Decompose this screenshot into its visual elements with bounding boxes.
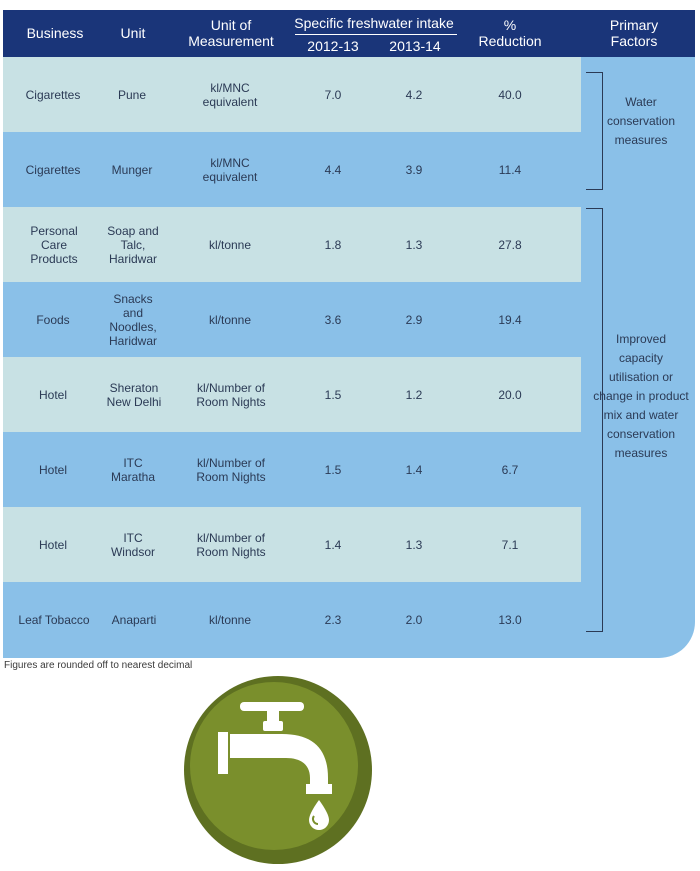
cell-reduction: 20.0 xyxy=(498,387,522,402)
header-measure-1: Unit of xyxy=(210,17,252,33)
cell-unit: Munger xyxy=(111,162,153,177)
cell-reduction: 11.4 xyxy=(498,162,522,177)
cell-business: Personal Care Products xyxy=(30,223,78,266)
cell-measure: kl/tonne xyxy=(208,312,252,327)
cell-business: Cigarettes xyxy=(25,162,81,177)
water-tap-logo xyxy=(182,674,374,866)
cell-2013-14: 1.2 xyxy=(405,387,423,402)
header-intake-rule xyxy=(295,34,457,35)
cell-2012-13: 1.4 xyxy=(324,537,342,552)
cell-business: Hotel xyxy=(38,537,67,552)
factor-water-conservation: Water conservation measures xyxy=(606,95,676,147)
cell-2012-13: 3.6 xyxy=(324,312,342,327)
table-row xyxy=(3,57,581,132)
header-factors-2: Factors xyxy=(610,33,658,49)
header-measure-2: Measurement xyxy=(188,33,274,49)
cell-2012-13: 1.5 xyxy=(324,462,342,477)
cell-2012-13: 7.0 xyxy=(324,87,342,102)
water-intake-table xyxy=(3,10,695,658)
cell-2013-14: 1.3 xyxy=(405,537,423,552)
header-reduction-2: Reduction xyxy=(478,33,542,49)
cell-reduction: 6.7 xyxy=(501,462,519,477)
cell-2012-13: 4.4 xyxy=(324,162,342,177)
cell-reduction: 13.0 xyxy=(498,612,522,627)
cell-unit: ITC Windsor xyxy=(110,530,155,559)
header-year-2: 2013-14 xyxy=(389,38,441,54)
header-intake: Specific freshwater intake xyxy=(294,15,454,31)
cell-unit: ITC Maratha xyxy=(110,455,156,484)
cell-business: Cigarettes xyxy=(25,87,81,102)
cell-2013-14: 4.2 xyxy=(405,87,423,102)
header-year-1: 2012-13 xyxy=(307,38,359,54)
cell-business: Foods xyxy=(36,312,70,327)
cell-2012-13: 2.3 xyxy=(324,612,342,627)
cell-2013-14: 1.4 xyxy=(405,462,423,477)
header-factors-1: Primary xyxy=(609,17,659,33)
cell-2012-13: 1.8 xyxy=(324,237,342,252)
cell-unit: Sheraton New Delhi xyxy=(106,380,162,409)
cell-reduction: 40.0 xyxy=(498,87,522,102)
cell-unit: Anaparti xyxy=(111,612,157,627)
cell-measure: kl/tonne xyxy=(208,237,252,252)
table-header xyxy=(3,10,695,57)
cell-2013-14: 1.3 xyxy=(405,237,423,252)
cell-measure: kl/MNC equivalent xyxy=(202,80,258,109)
water-tap-icon xyxy=(182,674,374,866)
table-row xyxy=(3,582,581,657)
table-row xyxy=(3,507,581,582)
header-reduction-1: % xyxy=(503,17,517,33)
cell-reduction: 7.1 xyxy=(501,537,519,552)
factor-capacity-utilisation: Improved capacity utilisation or change in product mix and water conservation measures xyxy=(593,332,689,460)
cell-reduction: 19.4 xyxy=(498,312,522,327)
cell-measure: kl/Number of Room Nights xyxy=(196,455,266,484)
cell-measure: kl/tonne xyxy=(208,612,252,627)
cell-unit: Pune xyxy=(117,87,147,102)
cell-reduction: 27.8 xyxy=(498,237,522,252)
cell-business: Leaf Tobacco xyxy=(18,612,90,627)
cell-measure: kl/Number of Room Nights xyxy=(196,380,266,409)
table-row xyxy=(3,432,581,507)
cell-measure: kl/MNC equivalent xyxy=(202,155,258,184)
cell-2013-14: 2.0 xyxy=(405,612,423,627)
cell-business: Hotel xyxy=(38,387,67,402)
cell-unit: Snacks and Noodles, Haridwar xyxy=(108,291,157,348)
cell-2013-14: 3.9 xyxy=(405,162,423,177)
header-business: Business xyxy=(26,25,84,41)
cell-unit: Soap and Talc, Haridwar xyxy=(107,223,159,266)
table-row xyxy=(3,132,581,207)
table-row xyxy=(3,207,581,282)
table-row xyxy=(3,357,581,432)
cell-measure: kl/Number of Room Nights xyxy=(196,530,266,559)
header-unit: Unit xyxy=(120,25,146,41)
cell-business: Hotel xyxy=(38,462,67,477)
cell-2012-13: 1.5 xyxy=(324,387,342,402)
cell-2013-14: 2.9 xyxy=(405,312,423,327)
footnote: Figures are rounded off to nearest decimal xyxy=(4,660,193,671)
table-row xyxy=(3,282,581,357)
